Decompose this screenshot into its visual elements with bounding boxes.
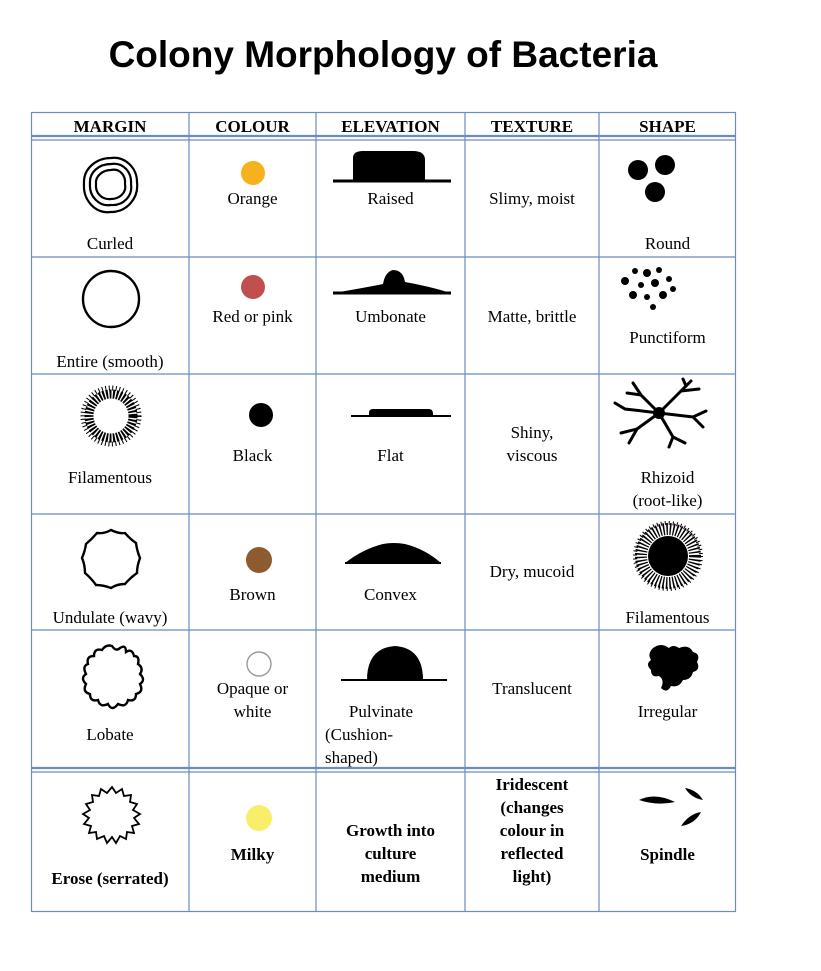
margin-label-4: Undulate (wavy): [52, 608, 168, 627]
black-swatch-icon: [248, 402, 274, 428]
texture-label-6a: Iridescent: [495, 775, 569, 794]
shape-label-5: Irregular: [637, 702, 698, 721]
raised-elevation-icon: [333, 148, 451, 184]
header-elevation: ELEVATION: [341, 117, 440, 136]
texture-label-3b: viscous: [506, 446, 558, 465]
header-shape: SHAPE: [639, 117, 696, 136]
texture-label-1: Slimy, moist: [489, 189, 575, 208]
colour-label-5a: Opaque or: [216, 679, 289, 698]
margin-label-3: Filamentous: [67, 468, 153, 487]
punctiform-shape-icon: [617, 265, 681, 311]
lobate-margin-icon: [78, 642, 146, 716]
umbonate-elevation-icon: [333, 266, 451, 296]
elevation-label-5a: Pulvinate: [348, 702, 414, 721]
texture-label-4: Dry, mucoid: [489, 562, 575, 581]
elevation-label-4: Convex: [364, 585, 417, 604]
header-margin: MARGIN: [73, 117, 147, 136]
orange-swatch-icon: [239, 159, 267, 187]
convex-elevation-icon: [333, 539, 451, 565]
irregular-shape-icon: [643, 640, 703, 694]
elevation-label-5b: (Cushion-: [325, 725, 393, 744]
round-shape-icon: [623, 152, 683, 206]
erose-margin-icon: [79, 784, 145, 846]
texture-label-6c: colour in: [499, 821, 565, 840]
margin-label-1: Curled: [86, 234, 134, 253]
colour-label-3: Black: [232, 446, 273, 465]
elevation-label-1: Raised: [367, 189, 414, 208]
milky-swatch-icon: [245, 804, 273, 832]
morphology-table: [31, 112, 736, 912]
shape-label-2: Punctiform: [629, 328, 706, 347]
undulate-margin-icon: [79, 527, 143, 591]
brown-swatch-icon: [245, 546, 273, 574]
elevation-label-6b: culture: [364, 844, 417, 863]
white-swatch-icon: [245, 650, 273, 678]
flat-elevation-icon: [351, 406, 451, 422]
texture-label-6b: (changes: [500, 798, 564, 817]
shape-label-3b: (root-like): [632, 491, 703, 510]
header-colour: COLOUR: [215, 117, 290, 136]
header-texture: TEXTURE: [490, 117, 574, 136]
margin-label-2: Entire (smooth): [56, 352, 164, 371]
filamentous-shape-icon: [631, 520, 705, 592]
curled-margin-icon: [79, 154, 143, 216]
colour-label-1: Orange: [227, 189, 278, 208]
pulvinate-elevation-icon: [335, 642, 453, 684]
elevation-label-2: Umbonate: [355, 307, 426, 326]
entire-margin-icon: [81, 269, 141, 329]
spindle-shape-icon: [635, 784, 711, 834]
texture-label-6d: reflected: [500, 844, 564, 863]
texture-label-6e: light): [512, 867, 552, 886]
texture-label-5: Translucent: [492, 679, 572, 698]
red-swatch-icon: [239, 273, 267, 301]
page-title: Colony Morphology of Bacteria: [108, 34, 658, 75]
shape-label-1: Round: [644, 234, 691, 253]
elevation-label-6c: medium: [360, 867, 421, 886]
shape-label-3a: Rhizoid: [640, 468, 695, 487]
elevation-label-6a: Growth into: [346, 821, 435, 840]
elevation-label-5c: shaped): [325, 748, 378, 767]
filamentous-margin-icon: [77, 382, 145, 450]
elevation-label-3: Flat: [377, 446, 404, 465]
texture-label-2: Matte, brittle: [487, 307, 577, 326]
rhizoid-shape-icon: [611, 377, 711, 449]
shape-label-4: Filamentous: [625, 608, 710, 627]
colour-label-2: Red or pink: [212, 307, 293, 326]
shape-label-6: Spindle: [640, 845, 695, 864]
texture-label-3a: Shiny,: [510, 423, 554, 442]
colour-label-5b: white: [233, 702, 272, 721]
colour-label-4: Brown: [229, 585, 276, 604]
colour-label-6: Milky: [230, 845, 275, 864]
margin-label-5: Lobate: [86, 725, 134, 744]
margin-label-6: Erose (serrated): [51, 869, 169, 888]
